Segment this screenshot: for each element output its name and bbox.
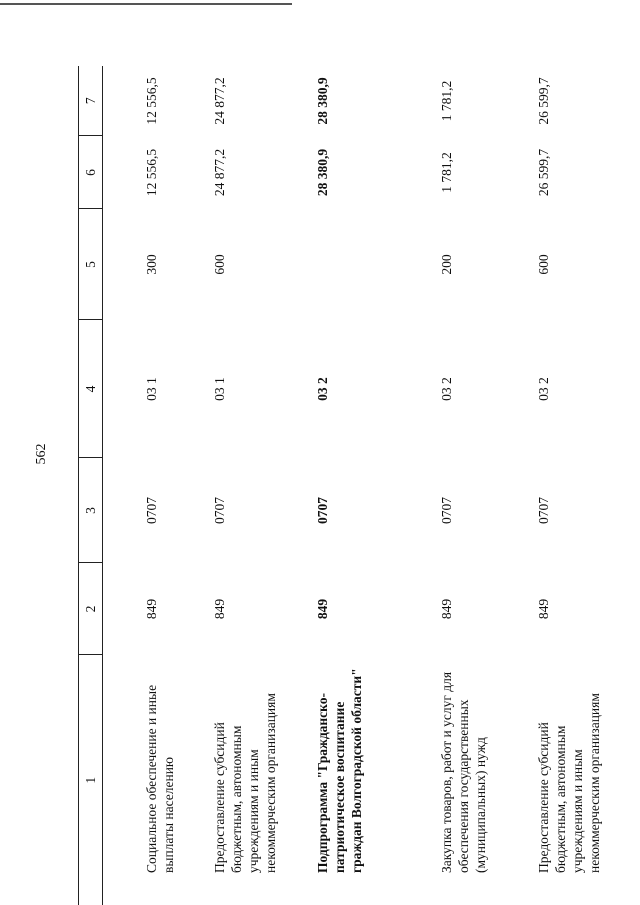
cell-col-5: 200 xyxy=(439,254,454,275)
header-col-4: 4 xyxy=(79,320,103,458)
cell-col-3: 0707 xyxy=(439,497,454,524)
header-col-3: 3 xyxy=(79,458,103,563)
table-row-subprogram xyxy=(279,66,397,905)
row-name: Закупка товаров, работ и услуг для обеспечения государственных (муниципальных) нужд xyxy=(439,671,488,873)
cell-col-5: 600 xyxy=(212,254,227,275)
cell-col-6: 24 877,2 xyxy=(212,148,227,197)
rotated-table-sheet xyxy=(78,66,640,905)
cell-col-3: 0707 xyxy=(536,497,551,524)
cell-col-3: 0707 xyxy=(212,497,227,524)
cell-col-3: 0707 xyxy=(315,497,330,524)
cell-col-6: 1 781,2 xyxy=(439,152,454,193)
row-name: Предоставление субсидий бюджетным, автономным учреждениям и иным некоммерческим организациям xyxy=(212,693,278,873)
cell-col-4: 03 2 xyxy=(439,377,454,401)
cell-col-2: 849 xyxy=(144,598,159,620)
cell-col-5: 600 xyxy=(536,254,551,275)
cell-col-4: 03 1 xyxy=(212,377,227,401)
cell-col-7: 1 781,2 xyxy=(439,80,454,122)
cell-col-6: 26 599,7 xyxy=(536,148,551,197)
cell-col-2: 849 xyxy=(439,598,454,620)
cell-col-5: 300 xyxy=(144,254,159,275)
row-name: Предоставление субсидий бюджетным, автономным учреждениям и иным некоммерческим организациям xyxy=(536,693,602,873)
header-col-5: 5 xyxy=(79,209,103,320)
header-row xyxy=(79,66,103,905)
cell-col-5 xyxy=(279,209,397,320)
cell-col-7: 24 877,2 xyxy=(212,77,227,125)
page-number: 562 xyxy=(34,443,49,465)
cell-col-4: 03 1 xyxy=(144,377,159,401)
header-col-2: 2 xyxy=(79,563,103,655)
header-col-1: 1 xyxy=(79,655,103,905)
cell-col-7: 28 380,9 xyxy=(315,77,330,125)
top-rule xyxy=(0,3,292,5)
cell-col-2: 849 xyxy=(536,598,551,620)
table-row xyxy=(103,66,178,905)
budget-table xyxy=(78,66,603,905)
row-name: Подпрограмма "Гражданско-патриотическое воспитание граждан Волгоградской области" xyxy=(315,668,364,873)
row-name: Социальное обеспечение и иные выплаты населению xyxy=(144,684,176,873)
cell-col-6: 12 556,5 xyxy=(144,148,159,197)
cell-col-7: 26 599,7 xyxy=(536,77,551,125)
cell-col-7: 12 556,5 xyxy=(144,77,159,125)
cell-col-4: 03 2 xyxy=(315,377,330,401)
cell-col-3: 0707 xyxy=(144,497,159,524)
table-row xyxy=(397,66,503,905)
cell-col-4: 03 2 xyxy=(536,377,551,401)
header-col-7: 7 xyxy=(79,66,103,136)
header-col-6: 6 xyxy=(79,136,103,209)
table-row xyxy=(503,66,603,905)
cell-col-2: 849 xyxy=(315,598,330,620)
table-row xyxy=(177,66,279,905)
cell-col-2: 849 xyxy=(212,598,227,620)
cell-col-6: 28 380,9 xyxy=(315,148,330,197)
